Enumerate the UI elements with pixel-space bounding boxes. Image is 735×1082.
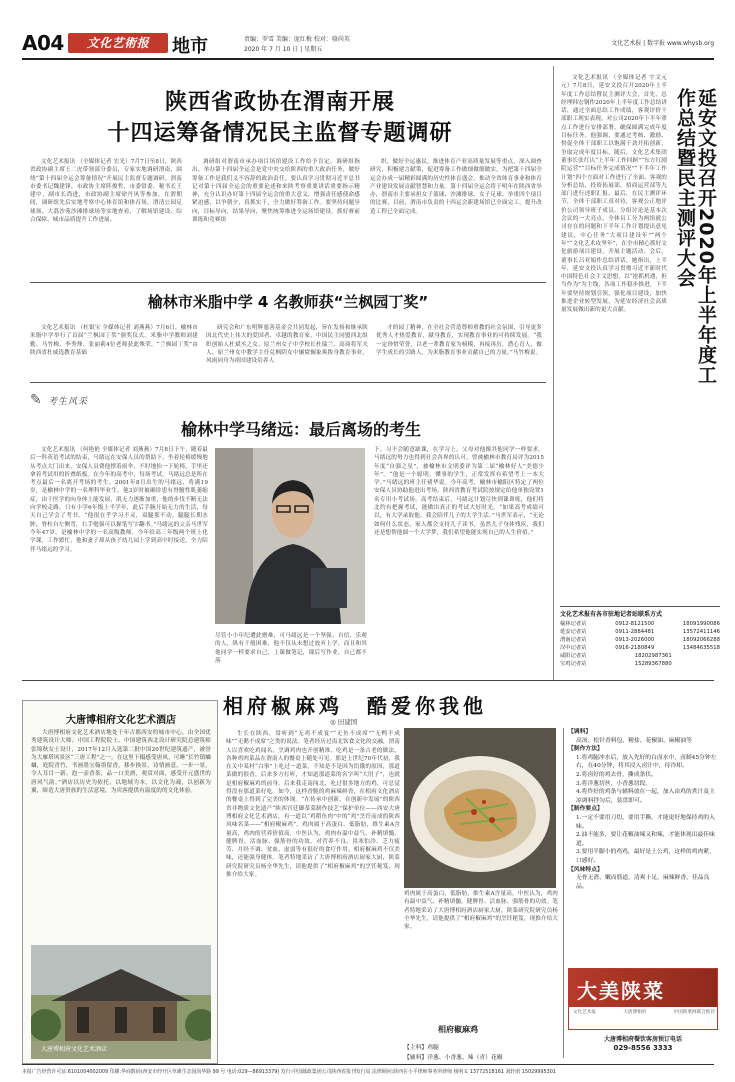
recipe-step: 3.将洋葱切丝，小香葱切段。 [576,780,652,787]
right-article-body-text: 文化艺术报讯 （全媒体记者 宇文元元）7月8日，延安文投召开2020年上半年度工作总结暨民主测评大会。首先，总经理韩宏钢作2020年上半年度工作总结讲话，通过全面总结工作成绩，客观评价干部职工现实表现，对公司2020年下半年重点工作进行安排部署，确保圆满完成年度目标任务。他强调，要通过考核、激励、督促全体干部职工以饱满干劲开拓创新，争取完成年度目标。随后，文化艺术集团董事长张红认“上半年工作回顾”“东方红剧院运营”“目标任务完成情况”“下半年工作计划”四个方面对工作进行了全面、客观的分析总结，投资拓展部，招商运营部等九部门进行述职汇报，最后，在民主测评环节，全体干部职工真对待，客观公正地评价公司领导班子成员。分组讨论是基本次会议的一大亮点，全体员工分为两组就公司存在的问题和下半年工作计划提出意见建议，中心任务“大项目建设年”“两个年”“文化艺术攻坚年”，在全市精心抓好文化旅游项目建设，开展主题活动。会后，董事长吕亚娟作总结讲话，她指出，上半年，延安文投认真学习贯彻习近平新时代中国特色社会主义思想，以“抢抓机遇，担当作为”为主线，各项工作稳步推进，下半年要坚持规划引领，强化项目建设，加快推进企业转型发展，为延安经济社会高质量发展做出新的更大贡献。 [561,75,667,314]
page-header [22,30,714,60]
ad-sponsor-2: 大唐博相府 [623,1010,647,1015]
contacts-list [560,620,720,668]
column-tag-examinee [30,388,110,414]
ad-hotline: 029-8556 3333 [613,1044,673,1052]
right-article-title: 延安文投召开2020年上半年度工作总结暨民主测评大会 [674,88,717,385]
ingredients-main: 【主料】鸡腿 [404,1045,439,1051]
recipe-steps [568,754,718,806]
ad-sponsor-1: 文化艺术报 [573,1010,596,1015]
page-number: A04 [22,31,64,55]
contact-name: 汉中记者站 [560,645,587,651]
recipe-feature: 1.一定不要用刀切，要用手撕，才能更好地保持鸡的入味。 [576,814,715,830]
ad-logo [569,969,717,1007]
divider-1 [30,282,546,283]
contact-phone1: 0912-8121500 [615,621,655,627]
footer-rule [22,1064,714,1065]
article4-right-text-inner: 鸡肉属于高蛋白、低脂肪，维生素A含量高。中医认为，鸡肉有温中益气、补精填髓、健脾胃、活血脉、强筋骨的功效。笔者特地采访了大唐博相府酒店厨家大厨，陕菜研究院研究员杨全华先生，请他提供了“相府椒麻鸡”的烹饪秘笈，现推介给大家。 [404,891,558,931]
article4-title: 相府椒麻鸡 酷爱你我他 [223,694,487,718]
paper-logo-text: 文化艺術报 [86,36,150,50]
contact-phone2: 18091990086 [682,621,720,627]
recipe-materials-title: 【调料】 [568,729,592,735]
article2-title: 榆林市米脂中学 4 名教师获“兰枫园丁奖” [147,293,429,311]
article2-col1-text: 文化艺术报讯 （杜银宝 全媒体记者 刘燕燕）7月6日，榆林市米脂中学举行了首届“兰枫园丁奖”颁奖仪式。米脂中学教师刘建勤、马竹梅、李秀烽、张丽莉4位老师获此殊荣。“兰枫园丁奖”由陕西省杜威选教育基础 [30,325,198,356]
hotel-body [31,729,211,941]
article2-col2 [206,324,368,376]
contact-name: 延安记者站 [560,629,587,635]
contacts-box [560,606,720,676]
shaanxi-cuisine-ad [568,968,718,1030]
contact-phone1: 0913-2026000 [615,637,655,643]
recipe-flavor-title: 【风味特点】 [568,866,603,873]
hotel-box [22,700,218,1064]
contact-name: 咸阳记者站 [560,653,587,659]
article1-col3 [370,158,542,276]
article4-byline: ◎ 田建国 [330,718,358,726]
contact-phone2: 18092066288 [682,637,720,643]
recipe-feature: 2.油不能多，要让花椒油辣又和辣，才能体现出最佳味道。 [576,832,715,847]
recipe-features [568,814,718,866]
recipe-materials: 高汤、松针香料包、精盐、花椒油、麻椒油等 [576,737,692,744]
hotel-body-text: 大唐博相府文化艺术酒店地处千年古都西安的城市中心，由全国优秀建筑设计大师、中国工程院院士、中国建筑西北设计研究院总建筑师张锦秋女士设计，2017年12月入选第二批中国20世纪建筑遗产，被誉为大雁塔风景区“三唐工程”之一。在这里下榻感受唐风，可睡“长竹镇蛐蛐，庭院青竹，书画墨宝翰墨留香，移步换景，诗情画意，一步一景，令人耳目一新。泡一壶香茶，品一口美酒，观赏对面，感受开元盛世的唐风气韵。”酒店以历史为依托，以地域为本，以文化为魂，以创新为翼，缔造大唐贵族的生活意境，为宾客提供有温度的的文化体验。 [31,730,211,795]
ingredients-aux: 【辅料】洋葱、小香葱、辣（青）花椒 [404,1055,503,1061]
contact-row [560,644,720,652]
right-column-divider [553,66,554,680]
ad-sponsors [573,1009,715,1015]
article3-col1 [30,446,208,664]
contact-phone2: 13484635518 [682,645,720,651]
contact-row [560,620,720,628]
issue-date: 2020 年 7 月 10 日 | 星期五 [244,46,323,53]
dish-caption: 相府椒麻鸡 [438,1025,478,1034]
article1-col1 [30,158,182,276]
header-rule [22,58,714,60]
right-article-body [561,74,667,606]
student-photo-illustration [215,448,365,624]
article3-col1-text: 文化艺术报讯 （何艳艳 全媒体记者 刘燕燕）7月8日下午，随着最后一科英语考试的结束，马绪远在安保人员的帮助下，坐着轮椅缓慢地从考点大门出来，安保人员费他撑着雨伞，不时地抬一下轮椅，手里还拿着考试用的折叠纸板。在今年的高考中，每场考试，马绪远总是所在考点最后一名离开考场的考生。2001年8月出生的马绪远，将满19岁，是榆林中学的一名理科毕业生，他3岁时被确诊患有脊髓性肌萎缩症，由于医学的向身体上能发展，肌无力逐渐加重，他的步伐不断无法向学校走路，只有小学6年级上半学年，此后手腕开始无力的生活，每天自己学会了考书。“他很在乎学习不灵，双腿那不动，腿腿长期水肿，脊柱自左侧弯，右手勉强可以握笔写字翻书。”马绪远的父亲马世军今年47岁，是榆林中学的一名高级教师，今年给高三年级两个班上化学课，工作繁忙，他和妻子却从孩子幼儿园上学到高中时接送，全力陪伴马绪远的学习。 [30,447,208,553]
contact-row [560,628,720,636]
article4-body-text: 生长在陕西，常听到“无鸡不成宴”“无鱼不成席”“无鸭不成味”“无鹅不成席”之类的说法。笔者经历过南北饮食文化的交融，渭南人以喜欢吃鸡闻名，烹调鸡肉也开创精准，吃鸡是一条古老的做法，各种鸡肉菜品在渭南人的餐桌上随处可见。那是上世纪70年代初，我在关中某村“白事”上吃过一道菜，不知是不是因为饥饿的原因，那道菜做的很香，后来多方打听，才知道那道菜的名字叫“大肘子”，也就是相府椒麻鸡的前身。后来我走南闯北，吃过很多地方的鸡，可总觉得没有那道菜好吃。如今，这样香脆的鸡麻辣鲜香，在相府文化酒店的餐桌上得到了完美的体现。“在传承中创新，在创新中发展”的陕西省非物质文化遗产“陕西宫廷御茶菜制作技艺”保护单位——西安大唐博相府文化艺术酒店，有一道以“鸡稻鱼肉”中的“鸡”烹饪而成的陕西风味名菜——“相府椒麻鸡”。鸡肉属于高蛋白、低脂肪，维生素A含量高，鸡肉的营养价值高，中医认为，鸡肉有温中益气、补精填髓、健脾胃、活血脉、强筋骨的功效。对营养不良、畏寒怕冷、乏力疲劳、月经不调、贫血、虚弱等有很好的食疗作用。相府椒麻鸡不仅美味，还能强身健体。笔者特地采访了大唐博相府酒店厨家大厨，陕菜研究院研究员杨全华先生，请他提供了“相府椒麻鸡”的烹饪秘笈，现推介给大家。 [226,731,400,879]
article3-col3 [374,446,544,668]
pen-icon: ✎ [30,392,42,408]
dish-photo-illustration [404,728,556,888]
recipe-features-title: 【制作要点】 [568,806,603,813]
contact-phone1: 0916-2180849 [615,645,655,651]
recipe-step: 1.将鸡腿冲水后，放入先好的白卤水中，卤制45分钟左右，在40分钟，将其浸入卤汁中，待冷却。 [576,754,717,770]
recipe-box [568,728,718,964]
divider-2 [30,382,546,383]
article1-title-line1: 陕西省政协在渭南开展 [164,90,395,115]
contact-phone2: 13572411146 [682,629,720,635]
article1-col3-text: 织，做好全运惠民，推进体育产业高质量发展等重点。深入调查研究，积极建言献策，促进筹备工作做细做细做实，为把第十四届全运会办成一届精彩圆满的历史性体育盛会，推动全省体育事业和体育产业建设发展贡献智慧和力量。第十四届全运会将于明年在陕西省举办，渭南市主要承担女子篮球、沙滩排球、女子足球、举重四个项目的比赛，目前，渭南市负责的十四运会新建场馆已全面完工，提升改造工程已全面完成。 [370,159,542,215]
contact-name: 渭南记者站 [560,637,587,643]
ad-sponsor-3: 中国陕菜网联合推荐 [673,1010,715,1015]
paper-logo [68,33,168,53]
hotel-title: 大唐博相府文化艺术酒店 [66,715,176,726]
contacts-title: 文化艺术报有各市驻地记者站联系方式 [560,611,663,618]
contact-row [560,652,720,660]
article1-col2-text: 调研组对渭南市承办项目场馆建设工作给予肯定。调研组指出，举办第十四届全运会是党中央交给陕西的重大政治任务，做好筹备工作是我们义不容辞的政治责任。要认真学习贯彻习近平总书记对第十四届全运会的重要论述和来陕考察重要讲话重要指示精神，充分认识办好第十四届全运会的重大意义，增强责任感使命感紧迫感，以争朝夕，真抓实干，全力做好筹备工作。要坚持问题导向，目标导向，结果导向，聚焦统筹推进全运场馆建设，抓好赛前训练和竞赛组 [192,159,360,224]
section-name: 地市 [172,36,208,57]
recipe-steps-title: 【制作方法】 [568,746,603,753]
article3-photo-caption [215,632,367,668]
contact-name: 榆林记者站 [560,621,587,627]
hotel-photo-caption: 大唐博相府文化艺术酒店 [41,1046,108,1053]
contact-phone1: 18202987361 [634,653,672,659]
recipe-divider [563,728,564,1058]
article1-title-line2: 十四运筹备情况民主监督专题调研 [107,121,453,146]
recipe-flavor: 无骨无渣，嫩而筋道，清爽十足，麻辣鲜香，佳品良品。 [576,875,710,890]
contact-phone1: 15289367880 [634,661,672,667]
recipe-step: 2.将卤好的鸡去骨，撕成条状。 [576,771,657,778]
contact-row [560,636,720,644]
article3-col3-text: 下。习不会随意缺课，在学习上，父母对他像其他同学一样要求。马绪远的努力也得到社会各界的认可，曾被榆林市教育局评为2015年度“自强之星”，被榆林市文明委评为第二届“榆林好人”美德少年”。“他是一个聪明，懂事的学生，正常发挥有希望考上一本大学。”马绪远的班主任褚华说。今年高考，榆林市榆阳区特定了两位安保人员协助他进出考场，陕西省教育考试院按规定给他单独设置1名专用小考试场。高考结束后，马绪远计划尽快到课训练，他们将北约有把握考试，能做出真正的考试大好时光。“如果高考成绩可以，有大学录取他，我会陪伴儿子的大学生活。”马世军表示，“无论如何什么状态，家人都会支持儿子读书，虽然儿子身体残疾，我们还是想帮他圆一个大学梦，我们希望他能实现自己的人生价值。” [374,447,544,536]
recipe-feature: 3.要用半脚小的鸡鸡，最好是土公鸡，这样的鸡肉紧，口感好。 [576,849,715,864]
article3-caption-text: 尽管小小年纪遭此磨难，可马绪远是一个坚强、自信、乐观的人，纵有千般困难，他不仅从未想过放弃上学，而且和其他同学一样要求自己，上课做笔记，课后写作业，自己都不落 [215,633,367,664]
editors-line: 责编：罗雪 美编：庞红梅 校对：骆尚英 [244,36,350,43]
article1-col1-text: 文化艺术报讯 （全媒体记者 宏光）7月7日至8日，陕西省政协副主席王二虎带领部分委员，专家实地调研渭南，围绕“第十四届全运会筹备情况”开展民主监督专题调研。渭南市委书记魏建锋，市政协主席阵俊哲，市委常委、秘书长王建中，副市长尚进，市政协副主席徐丹风等参加。在渭期间，调研组先后实地考察中心体育馆和体育场，渭清公园足球场、大荔沙苑沙滩排球场等实地查看，了解场馆建设、综合保障、城市品质提升工作进展。 [30,159,182,224]
ad-brand: 大美陕菜 [577,979,665,1003]
hotel-photo-illustration [31,945,211,1059]
article2-col3-text: 才的园丁精神，在全社会营造尊师重教的社会氛围，引导更多优秀人才热爱教育，献身教育，实现教育事业的可持续发展。“我一定珍惜荣誉，以老一辈教育家为榜模，再接再厉，潜心育人，做学生成长的引路人，为米脂教育事业贡献自己的力量。”马竹梅说。 [376,325,542,356]
article2-col1 [30,324,198,376]
dish-photo [404,728,556,888]
column-tag-text: 考生风采 [48,397,89,407]
contact-row [560,660,720,668]
article2-col2-text: 研究会和广东明辉慈善基金会共同发起，旨在发扬和继承陕因北代史上伟大的爱国者、卓越的教育家，中国民主同盟西北组织创始人杜斌丞之女，原兰州女子中学校长杜瑞兰、高琦将军夫人、原兰州女中教学主任兑枫阴女中辗窟辗象爽拨身教育事业，风雨同舟为祖国建设培养人 [206,325,368,365]
header-right-label: 文化艺术报 | 数字报 www.whysb.org [611,40,714,47]
recipe-step: 4.将炸好的鸡条与辅料放在一起，加入由鸡的煮汁及主凉调料拌匀后，装盘即可。 [576,789,715,804]
article3-title: 榆林中学马绪远：最后离场的考生 [180,420,421,439]
article4-right-text [404,890,558,972]
footer-text: 本报广告经营许可证:6101004002009 印刷:华商数码(西安市经开区草滩生态园尚华路 99 号 电话:029—86913379) 发行:中国邮政集团公司陕西省报刊发行局 法律顾问:陕西在小平律师事务所律师 杨明义 13772518161 刘轩雨 15029995301 [22,1069,556,1075]
article4-body [226,730,400,974]
contact-name: 宝鸡记者站 [560,661,587,667]
ad-hotline-label: 大唐博相府餐饮客房预订电话 [603,1036,682,1043]
student-photo [215,448,365,624]
hotel-photo [31,945,211,1059]
contact-phone1: 0911-2884481 [615,629,655,635]
divider-3 [22,680,714,681]
article1-col2 [192,158,360,276]
article2-col3 [376,324,542,376]
